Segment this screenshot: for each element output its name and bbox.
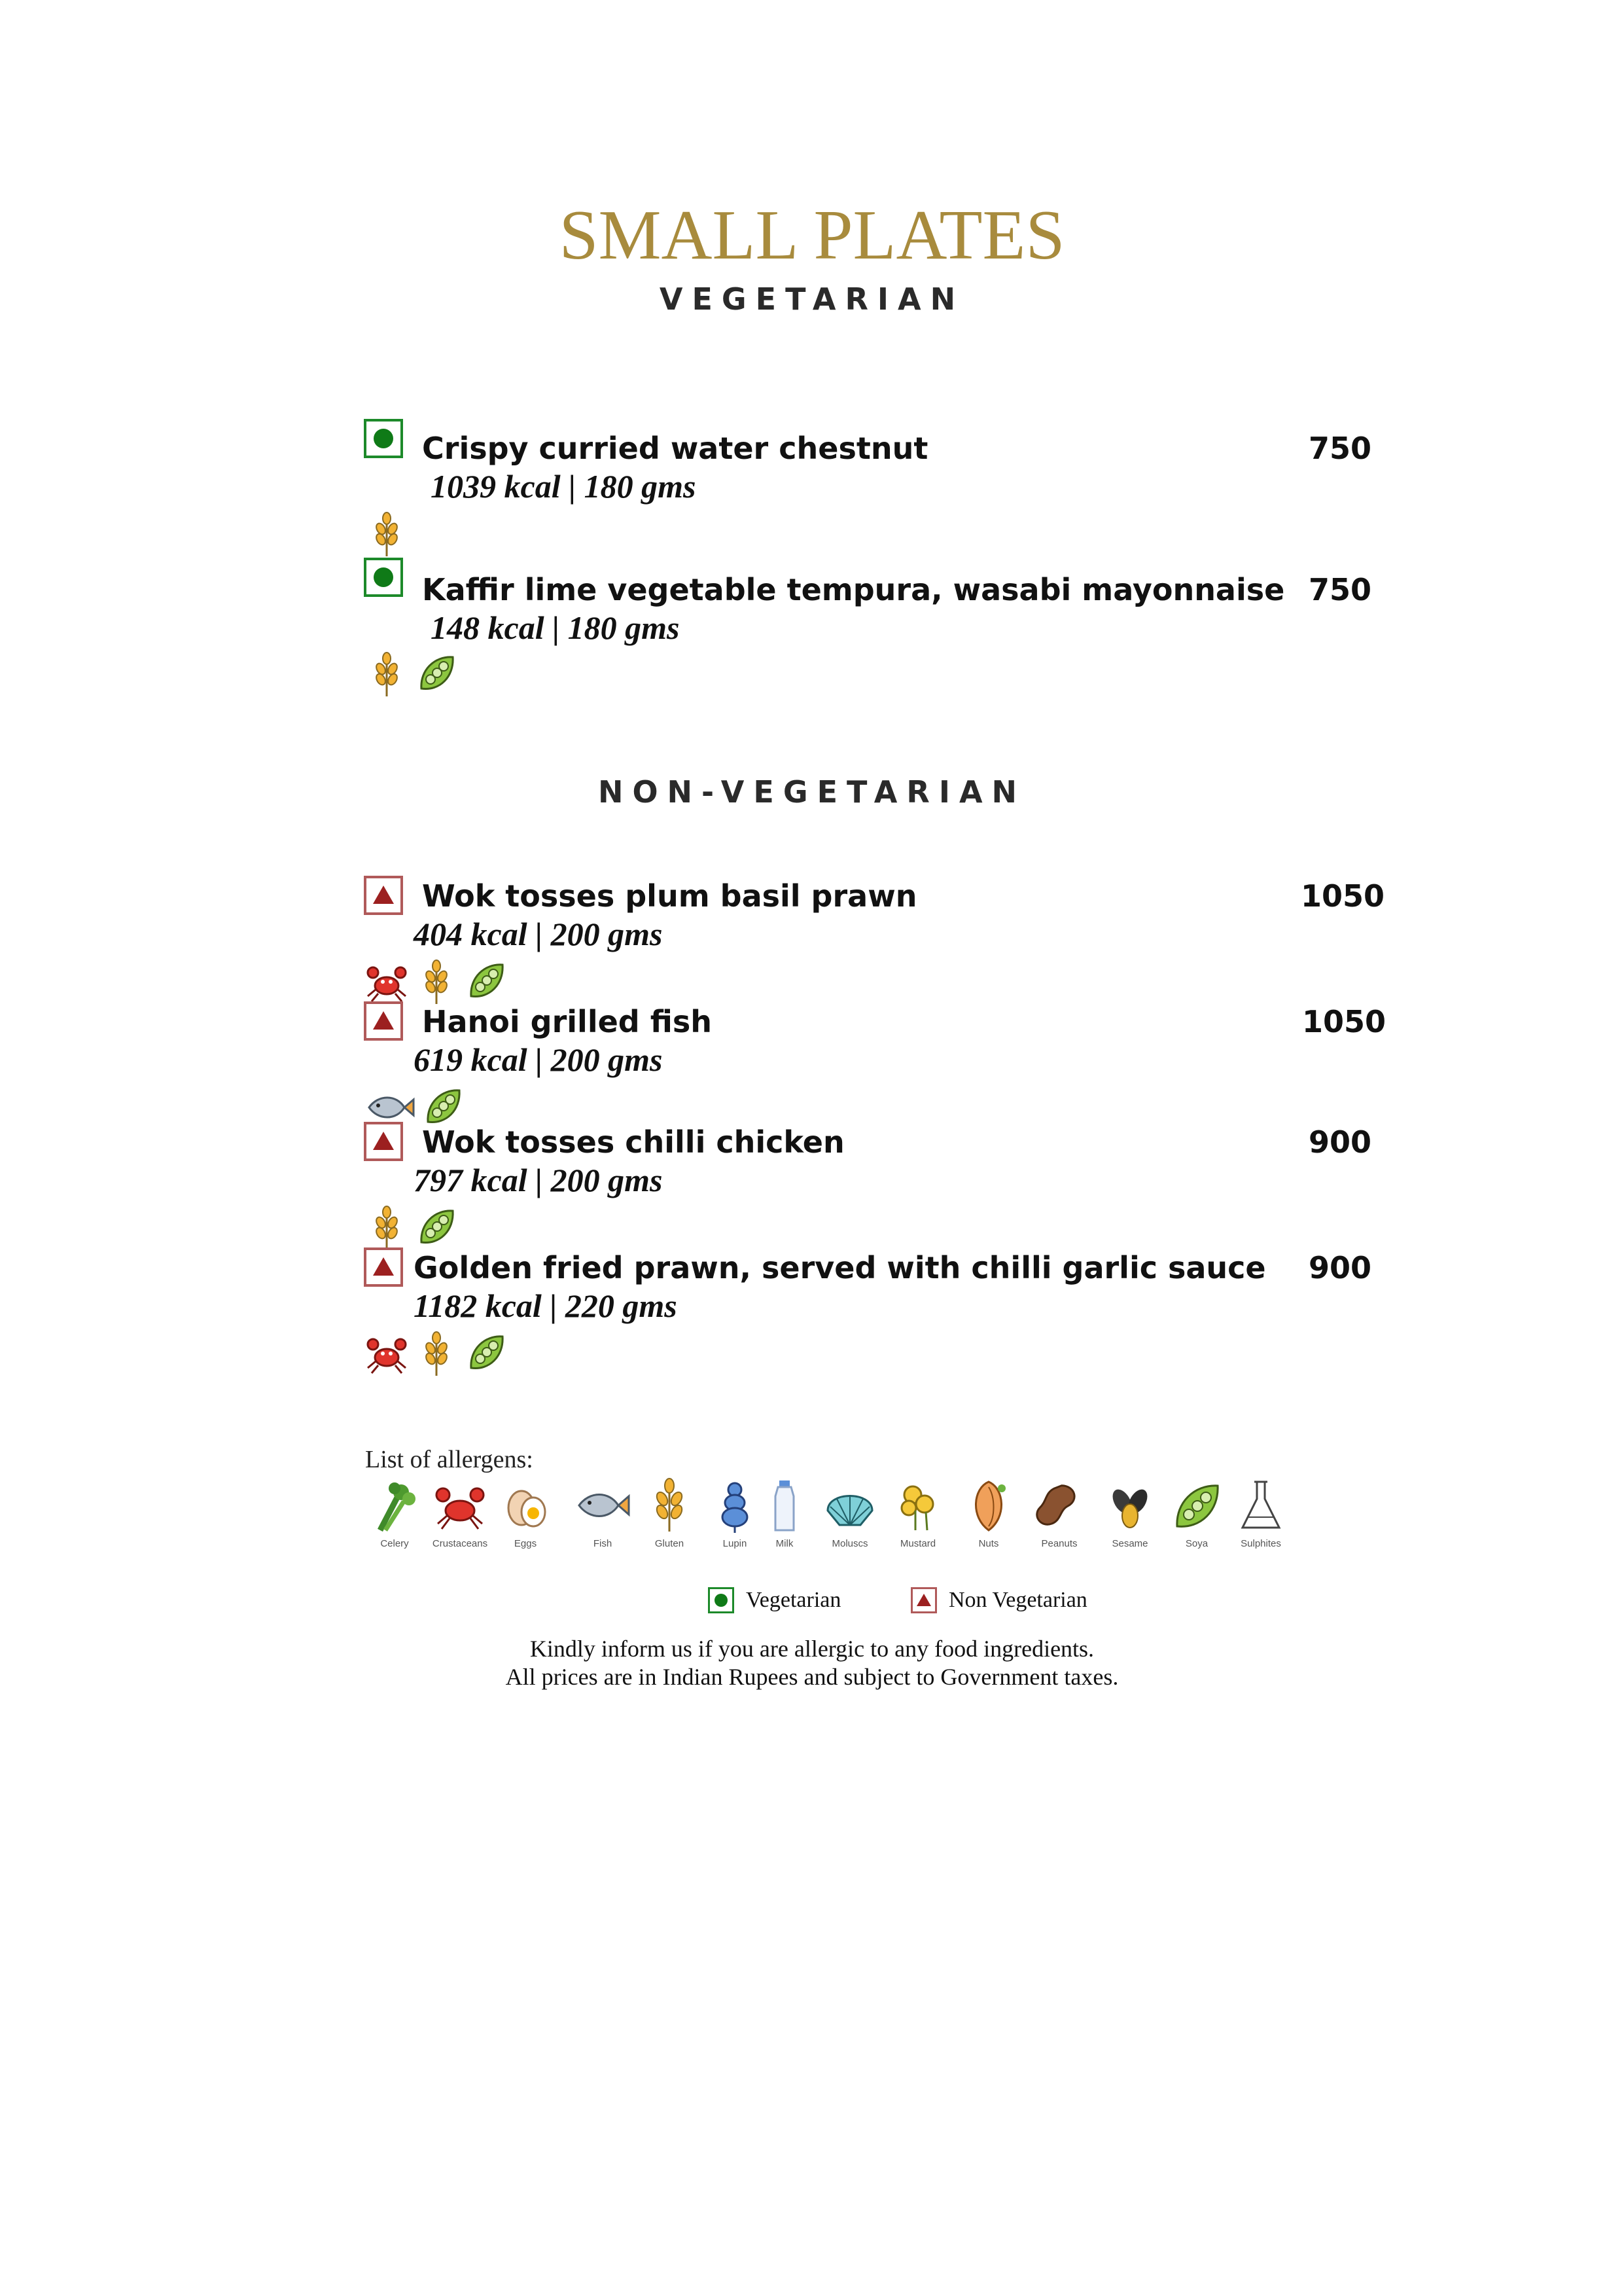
gluten-icon [365,511,408,558]
item-allergens [365,958,508,1005]
menu-item [0,419,1624,563]
gluten-icon [415,958,458,1005]
allergy-notice: Kindly inform us if you are allergic to any food ingredients. [529,1636,1095,1662]
allergen-legend-item [957,1478,1020,1563]
allergen-label: Soya [1185,1538,1209,1549]
menu-item [0,1122,1624,1266]
nuts-icon [961,1478,1016,1533]
item-nutrition: 797 kcal | 200 gms [414,1162,663,1198]
veg-key [708,1587,841,1613]
item-name: Hanoi grilled fish [422,1004,712,1039]
crustaceans-icon [365,1330,408,1377]
allergen-legend-item [753,1478,816,1563]
non-veg-mark-icon [364,1247,403,1287]
allergen-label: Moluscs [832,1538,868,1549]
veg-mark-icon [708,1587,734,1613]
allergen-legend-title: List of allergens: [365,1446,533,1473]
soya-icon [415,651,458,698]
non-veg-mark-icon [911,1587,937,1613]
item-name: Golden fried prawn, served with chilli garlic sauce [414,1250,1266,1285]
allergen-label: Eggs [514,1538,537,1549]
allergen-legend-item [494,1478,557,1563]
allergen-legend-item [1028,1478,1091,1563]
allergen-legend-item [819,1478,881,1563]
allergen-label: Celery [380,1538,409,1549]
allergen-label: Mustard [900,1538,936,1549]
soya-icon [465,1330,508,1377]
allergen-label: Fish [593,1538,612,1549]
gluten-icon [642,1478,697,1533]
item-price: 1050 [1301,878,1385,914]
allergen-legend-item [363,1478,426,1563]
sulphites-icon [1233,1478,1288,1533]
item-allergens [365,1204,458,1251]
allergen-legend-item [429,1478,491,1563]
allergen-legend-item [1099,1478,1161,1563]
menu-item [0,558,1624,702]
page-title: SMALL PLATES [559,196,1065,274]
eggs-icon [498,1478,553,1533]
allergen-legend-item [638,1478,701,1563]
milk-icon [757,1478,812,1533]
gluten-icon [415,1330,458,1377]
item-name: Kaffir lime vegetable tempura, wasabi mayonnaise [422,572,1285,607]
gluten-icon [365,651,408,698]
item-nutrition: 148 kcal | 180 gms [431,609,680,646]
non-veg-mark-icon [364,876,403,915]
non-veg-key [911,1587,1087,1613]
mustard-icon [891,1478,945,1533]
allergen-legend-item [1229,1478,1292,1563]
item-name: Crispy curried water chestnut [422,431,928,466]
celery-icon [367,1478,422,1533]
peanuts-icon [1032,1478,1087,1533]
veg-mark-icon [364,419,403,458]
allergen-label: Gluten [654,1538,684,1549]
item-price: 750 [1309,572,1372,607]
item-allergens [365,1330,508,1377]
allergen-label: Milk [775,1538,794,1549]
vegetarian-heading: VEGETARIAN [659,281,965,317]
allergen-legend-item [1165,1478,1228,1563]
item-nutrition: 1182 kcal | 220 gms [414,1287,677,1324]
fish-icon [575,1478,630,1533]
item-price: 750 [1309,431,1372,466]
moluscs-icon [822,1478,877,1533]
allergen-label: Sesame [1112,1538,1148,1549]
allergen-label: Sulphites [1241,1538,1281,1549]
item-price: 900 [1309,1124,1372,1160]
non-vegetarian-heading: NON-VEGETARIAN [597,774,1027,810]
price-notice: All prices are in Indian Rupees and subject to Government taxes. [505,1664,1119,1690]
item-allergens [365,511,408,558]
item-nutrition: 1039 kcal | 180 gms [431,468,696,505]
item-nutrition: 619 kcal | 200 gms [414,1041,663,1078]
item-price: 900 [1309,1250,1372,1285]
allergen-legend-item [887,1478,949,1563]
gluten-icon [365,1204,408,1251]
item-nutrition: 404 kcal | 200 gms [414,916,663,952]
allergen-label: Lupin [722,1538,747,1549]
sesame-icon [1103,1478,1157,1533]
allergen-legend [363,1478,1292,1563]
veg-key-label: Vegetarian [746,1588,841,1612]
allergen-label: Peanuts [1041,1538,1078,1549]
menu-item [0,876,1624,1020]
non-veg-mark-icon [364,1122,403,1161]
crustaceans-icon [432,1478,487,1533]
allergen-label: Nuts [978,1538,999,1549]
soya-icon [465,958,508,1005]
crustaceans-icon [365,958,408,1005]
item-name: Wok tosses chilli chicken [422,1124,845,1160]
item-name: Wok tosses plum basil prawn [422,878,917,914]
item-price: 1050 [1302,1004,1386,1039]
menu-item [0,1247,1624,1391]
soya-icon [1169,1478,1224,1533]
item-allergens [365,651,458,698]
allergen-label: Crustaceans [432,1538,488,1549]
veg-mark-icon [364,558,403,597]
non-veg-key-label: Non Vegetarian [949,1588,1087,1612]
non-veg-mark-icon [364,1001,403,1041]
allergen-legend-item [571,1478,634,1563]
soya-icon [415,1204,458,1251]
